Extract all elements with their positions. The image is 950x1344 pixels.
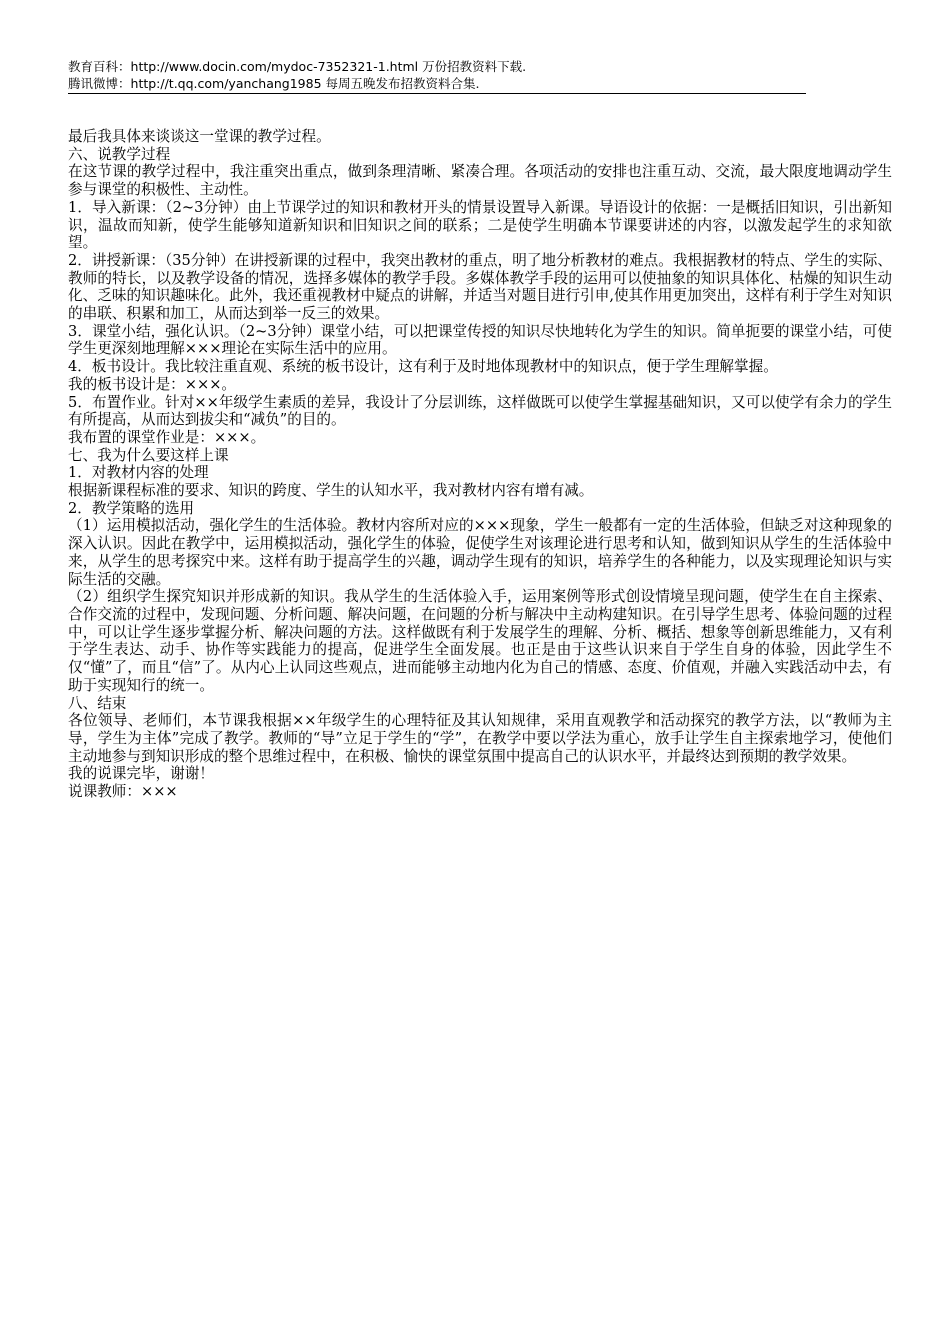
subheading: 1．对教材内容的处理 bbox=[68, 464, 209, 482]
section-heading-teaching-process: 六、说教学过程 bbox=[68, 145, 171, 163]
body-paragraph: （2）组织学生探究知识并形成新的知识。我从学生的生活体验入手，运用案例等形式创设情境呈现问题，使学生在自主探索、合作交流的过程中，发现问题、分析问题、解决问题，在问题的分析与解决中主动构建知识。在引导学生思考、体验问题的过程中，可以让学生逐步掌握分析、解决问题的方法。这样做既有利于发展学生的理解、分析、概括、想象等创新思维能力，又有利于学生表达、动手、协作等实践能力的提高，促进学生全面发展。也正是由于这些认识来自于学生自身的体验，因此学生不仅“懂”了，而且“信”了。从内心上认同这些观点，进而能够主动地内化为自己的情感、态度、价值观，并融入实践活动中去，有助于实现知行的统一。 bbox=[68, 588, 892, 694]
document-body bbox=[68, 128, 892, 801]
body-paragraph: 各位领导、老师们，本节课我根据××年级学生的心理特征及其认知规律，采用直观教学和活动探究的教学方法，以“教师为主导，学生为主体”完成了教学。教师的“导”立足于学生的“学”，在教学中要以学法为重心，放手让学生自主探索地学习，使他们主动地参与到知识形成的整个思维过程中，在积极、愉快的课堂氛围中提高自己的认识水平，并最终达到预期的教学效果。 bbox=[68, 712, 892, 765]
signature-line: 说课教师：××× bbox=[68, 783, 178, 801]
section-heading-conclusion: 八、结束 bbox=[68, 694, 127, 712]
page-header bbox=[68, 58, 806, 92]
body-paragraph: 4．板书设计。我比较注重直观、系统的板书设计，这有利于及时地体现教材中的知识点，便于学生理解掌握。 bbox=[68, 358, 778, 376]
body-paragraph: 5．布置作业。针对××年级学生素质的差异，我设计了分层训练，这样做既可以使学生掌握基础知识，又可以使学有余力的学生有所提高，从而达到拔尖和“减负”的目的。 bbox=[68, 393, 892, 429]
body-paragraph: 我布置的课堂作业是：×××。 bbox=[68, 428, 266, 446]
header-label: 教育百科： bbox=[68, 59, 131, 74]
body-paragraph: （1）运用模拟活动，强化学生的生活体验。教材内容所对应的×××现象，学生一般都有一定的生活体验，但缺乏对这种现象的深入认识。因此在教学中，运用模拟活动，强化学生的体验，促使学生对该理论进行思考和认知，做到知识从学生的生活体验中来，从学生的思考探究中来。这样有助于提高学生的兴趣，调动学生现有的知识，培养学生的各种能力，以及实现理论知识与实际生活的交融。 bbox=[68, 517, 892, 588]
intro-paragraph: 最后我具体来谈谈这一堂课的教学过程。 bbox=[68, 128, 331, 145]
header-line-weibo bbox=[68, 75, 806, 92]
header-link-docin[interactable]: http://www.docin.com/mydoc-7352321-1.html bbox=[130, 59, 419, 74]
closing-line: 我的说课完毕，谢谢！ bbox=[68, 765, 214, 783]
body-paragraph: 根据新课程标准的要求、知识的跨度、学生的认知水平，我对教材内容有增有减。 bbox=[68, 482, 594, 500]
header-note: 每周五晚发布招教资料合集. bbox=[321, 76, 480, 91]
section-heading-why: 七、我为什么要这样上课 bbox=[68, 446, 229, 464]
subheading: 2．教学策略的选用 bbox=[68, 499, 195, 517]
header-label: 腾讯微博： bbox=[68, 76, 131, 91]
body-paragraph: 3．课堂小结，强化认识。（2~3分钟）课堂小结，可以把课堂传授的知识尽快地转化为学生的知识。简单扼要的课堂小结，可使学生更深刻地理解×××理论在实际生活中的应用。 bbox=[68, 322, 892, 358]
header-divider bbox=[68, 93, 806, 94]
body-paragraph: 1．导入新课：（2~3分钟）由上节课学过的知识和教材开头的情景设置导入新课。导语设计的依据：一是概括旧知识，引出新知识，温故而知新，使学生能够知道新知识和旧知识之间的联系；二是使学生明确本节课要讲述的内容，以激发起学生的求知欲望。 bbox=[68, 198, 892, 252]
body-paragraph: 2．讲授新课：（35分钟）在讲授新课的过程中，我突出教材的重点，明了地分析教材的难点。我根据教材的特点、学生的实际、教师的特长，以及教学设备的情况，选择多媒体的教学手段。多媒体教学手段的运用可以使抽象的知识具体化、枯燥的知识生动化、乏味的知识趣味化。此外，我还重视教材中疑点的讲解，并适当对题目进行引申,使其作用更加突出，这样有利于学生对知识的串联、积累和加工，从而达到举一反三的效果。 bbox=[68, 251, 892, 323]
body-paragraph: 我的板书设计是：×××。 bbox=[68, 375, 237, 393]
header-note: 万份招教资料下载. bbox=[418, 59, 527, 74]
body-paragraph: 在这节课的教学过程中，我注重突出重点，做到条理清晰、紧凑合理。各项活动的安排也注重互动、交流，最大限度地调动学生参与课堂的积极性、主动性。 bbox=[68, 163, 892, 199]
header-line-encyclopedia bbox=[68, 58, 806, 75]
header-link-weibo[interactable]: http://t.qq.com/yanchang1985 bbox=[130, 76, 322, 91]
